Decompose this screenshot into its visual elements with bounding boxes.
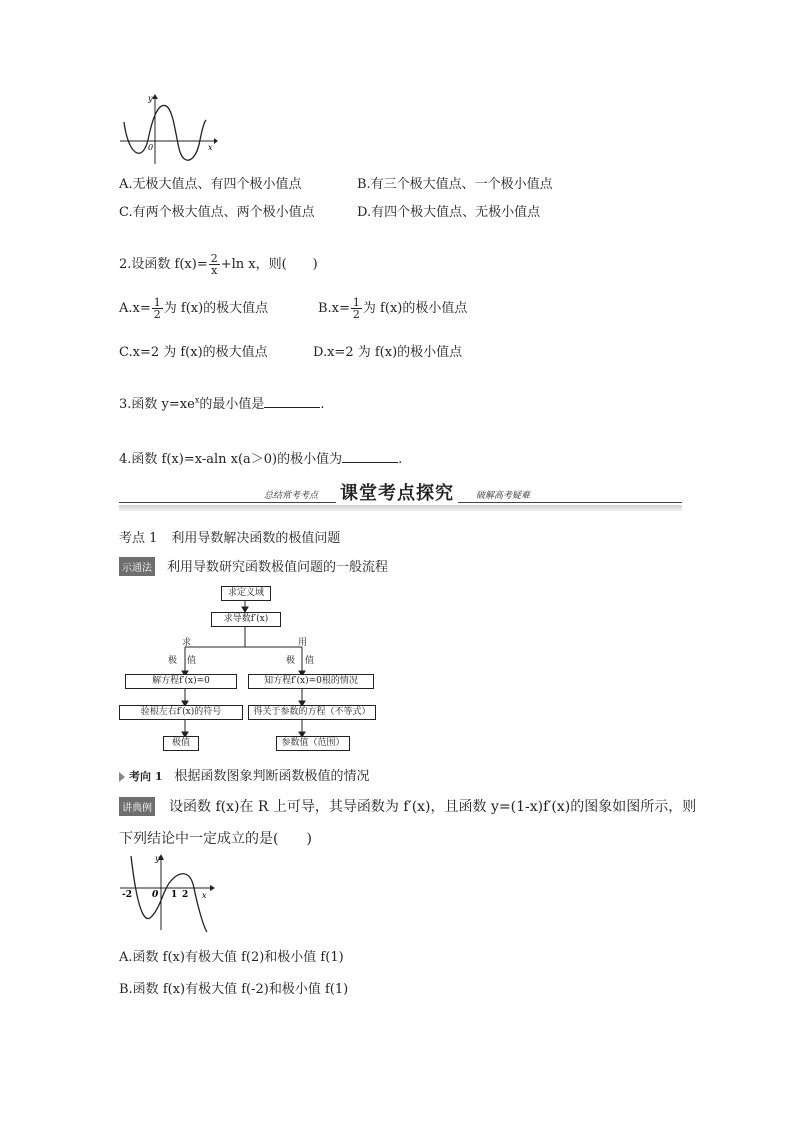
kaodian-heading: 考点 1 利用导数解决函数的极值问题 xyxy=(119,531,341,546)
derivative-graph-1 xyxy=(118,92,218,167)
banner-shade xyxy=(119,505,682,511)
flow-box-param-value: 参数值（范围） xyxy=(276,736,350,751)
q1-option-d: D.有四个极大值点、无极小值点 xyxy=(357,205,541,220)
fraction-2-over-x: $\frac{2}{x}$ xyxy=(210,252,218,277)
banner-title: 课堂考点探究 xyxy=(336,479,458,505)
q1-option-c: C.有两个极大值点、两个极小值点 xyxy=(119,205,315,220)
flow-box-extreme-value: 极值 xyxy=(163,736,199,751)
derivative-graph-2 xyxy=(118,852,218,932)
y-axis-label: y xyxy=(148,94,153,103)
answer-blank xyxy=(342,451,398,463)
banner-left-text: 总结常考考点 xyxy=(264,491,319,501)
q2-stem: 2.设函数 f(x)= $\frac{2}{x}$ +ln x，则( ) xyxy=(119,252,318,277)
banner-right-text: 破解高考疑难 xyxy=(476,491,531,501)
flow-label-qiu: 求 xyxy=(182,638,192,648)
graph2-tick-neg2: -2 xyxy=(122,890,132,900)
graph2-origin: 0 xyxy=(152,890,159,900)
method-tag: 示通法 xyxy=(119,557,155,576)
q1-option-b: B.有三个极大值点、一个极小值点 xyxy=(357,177,553,192)
example-option-b: B.函数 f(x)有极大值 f(-2)和极小值 f(1) xyxy=(119,982,349,997)
graph2-tick-1: 1 xyxy=(171,890,178,900)
method-heading: 示通法 利用导数研究函数极值问题的一般流程 xyxy=(119,556,388,576)
example-option-a: A.函数 f(x)有极大值 f(2)和极小值 f(1) xyxy=(119,950,344,965)
triangle-icon xyxy=(119,772,125,782)
answer-blank xyxy=(264,396,320,408)
flow-box-check-sign: 验根左右f′(x)的符号 xyxy=(119,705,243,720)
flow-box-known-roots: 知方程f′(x)=0根的情况 xyxy=(248,674,374,689)
flow-box-param-equation: 得关于参数的方程（不等式） xyxy=(248,705,376,720)
fraction-half: $\frac{1}{2}$ xyxy=(153,296,161,321)
flow-label-yong: 用 xyxy=(298,638,308,648)
direction-heading: 考向 1 根据函数图象判断函数极值的情况 xyxy=(119,765,370,784)
x-axis-label: x xyxy=(208,143,213,152)
q2-option-a: A.x= $\frac{1}{2}$ 为 f(x)的极大值点 xyxy=(119,296,269,321)
example-line-1: 讲典例 设函数 f(x)在 R 上可导，其导函数为 f′(x)，且函数 y=(1-x)f′(x)的图象如图所示，则 xyxy=(119,796,696,816)
fraction-half: $\frac{1}{2}$ xyxy=(352,296,360,321)
example-line-2: 下列结论中一定成立的是( ) xyxy=(119,831,312,847)
origin-label: 0 xyxy=(148,143,154,152)
q1-option-a: A.无极大值点、有四个极小值点 xyxy=(119,177,302,192)
q3-stem: 3.函数 $y=xe^x$的最小值是 . xyxy=(119,395,325,412)
flow-label-right-jizhi: 极 值 xyxy=(286,656,315,666)
flow-box-derivative: 求导数f′(x) xyxy=(211,612,281,627)
flow-label-left-jizhi: 极 值 xyxy=(168,656,197,666)
q4-stem: 4.函数 f(x)=x-aln x(a＞0)的极小值为 . xyxy=(119,452,403,467)
flow-box-solve-equation: 解方程f′(x)=0 xyxy=(125,674,237,689)
graph2-x-label: x xyxy=(202,891,207,900)
q2-option-b: B.x= $\frac{1}{2}$ 为 f(x)的极小值点 xyxy=(318,296,468,321)
graph2-tick-2: 2 xyxy=(182,890,189,900)
graph2-y-label: y xyxy=(155,854,160,863)
flow-box-domain: 求定义域 xyxy=(221,586,271,601)
q2-option-c: C.x=2 为 f(x)的极大值点 xyxy=(119,345,268,360)
example-tag: 讲典例 xyxy=(119,797,155,816)
flowchart-connectors xyxy=(120,585,390,755)
q2-option-d: D.x=2 为 f(x)的极小值点 xyxy=(313,345,463,360)
